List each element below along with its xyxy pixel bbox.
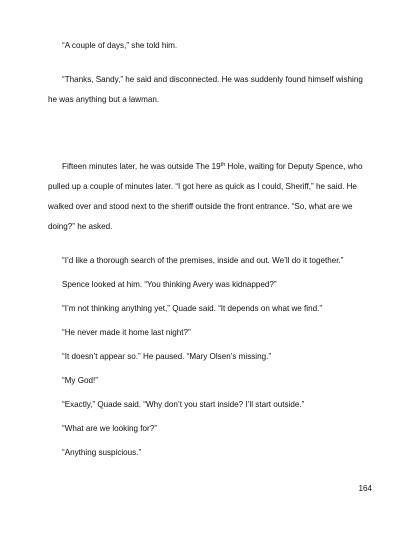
text-line: “It doesn’t appear so.” He paused. “Mary Olsen’s missing.” [62, 352, 272, 361]
superscript: th [220, 162, 226, 168]
text-fragment: Hole, waiting for Deputy Spence, who [225, 162, 363, 171]
page-number: 164 [358, 484, 372, 493]
paragraph-8 [62, 347, 396, 367]
text-line: he was anything but a lawman. [48, 95, 160, 104]
text-line: “What are we looking for?” [62, 424, 157, 433]
text-line: doing?” he asked. [48, 222, 113, 231]
text-line: pulled up a couple of minutes later. “I got here as quick as I could, Sheriff,” he said. He [48, 182, 357, 191]
paragraph-10 [62, 395, 396, 415]
paragraph-11 [62, 419, 396, 439]
text-line: “Anything suspicious.” [62, 448, 142, 457]
paragraph-4 [62, 251, 396, 271]
text-line: walked over and stood next to the sheriff outside the front entrance. “So, what are we [48, 202, 353, 211]
text-line: “A couple of days,” she told him. [62, 41, 178, 50]
paragraph-3 [48, 157, 382, 237]
text-line: “I’d like a thorough search of the premises, inside and out. We’ll do it together.” [62, 256, 344, 265]
text-line [48, 157, 382, 177]
paragraph-9 [62, 371, 396, 391]
paragraph-12 [62, 443, 396, 463]
text-line: Spence looked at him. “You thinking Avery was kidnapped?” [62, 280, 277, 289]
paragraph-7 [62, 323, 396, 343]
text-line: “Thanks, Sandy,” he said and disconnected. He was suddenly found himself wishing [62, 75, 363, 84]
paragraph-1 [62, 36, 396, 56]
paragraph-2 [48, 70, 382, 110]
text-line: “Exactly,” Quade said. “Why don’t you start inside? I’ll start outside.” [62, 400, 305, 409]
text-line: “I’m not thinking anything yet,” Quade said. “It depends on what we find.” [62, 304, 323, 313]
paragraph-5 [62, 275, 396, 295]
text-line: “He never made it home last night?” [62, 328, 191, 337]
paragraph-6 [62, 299, 396, 319]
text-fragment: Fifteen minutes later, he was outside The 19 [62, 162, 221, 171]
text-line: “My God!” [62, 376, 98, 385]
